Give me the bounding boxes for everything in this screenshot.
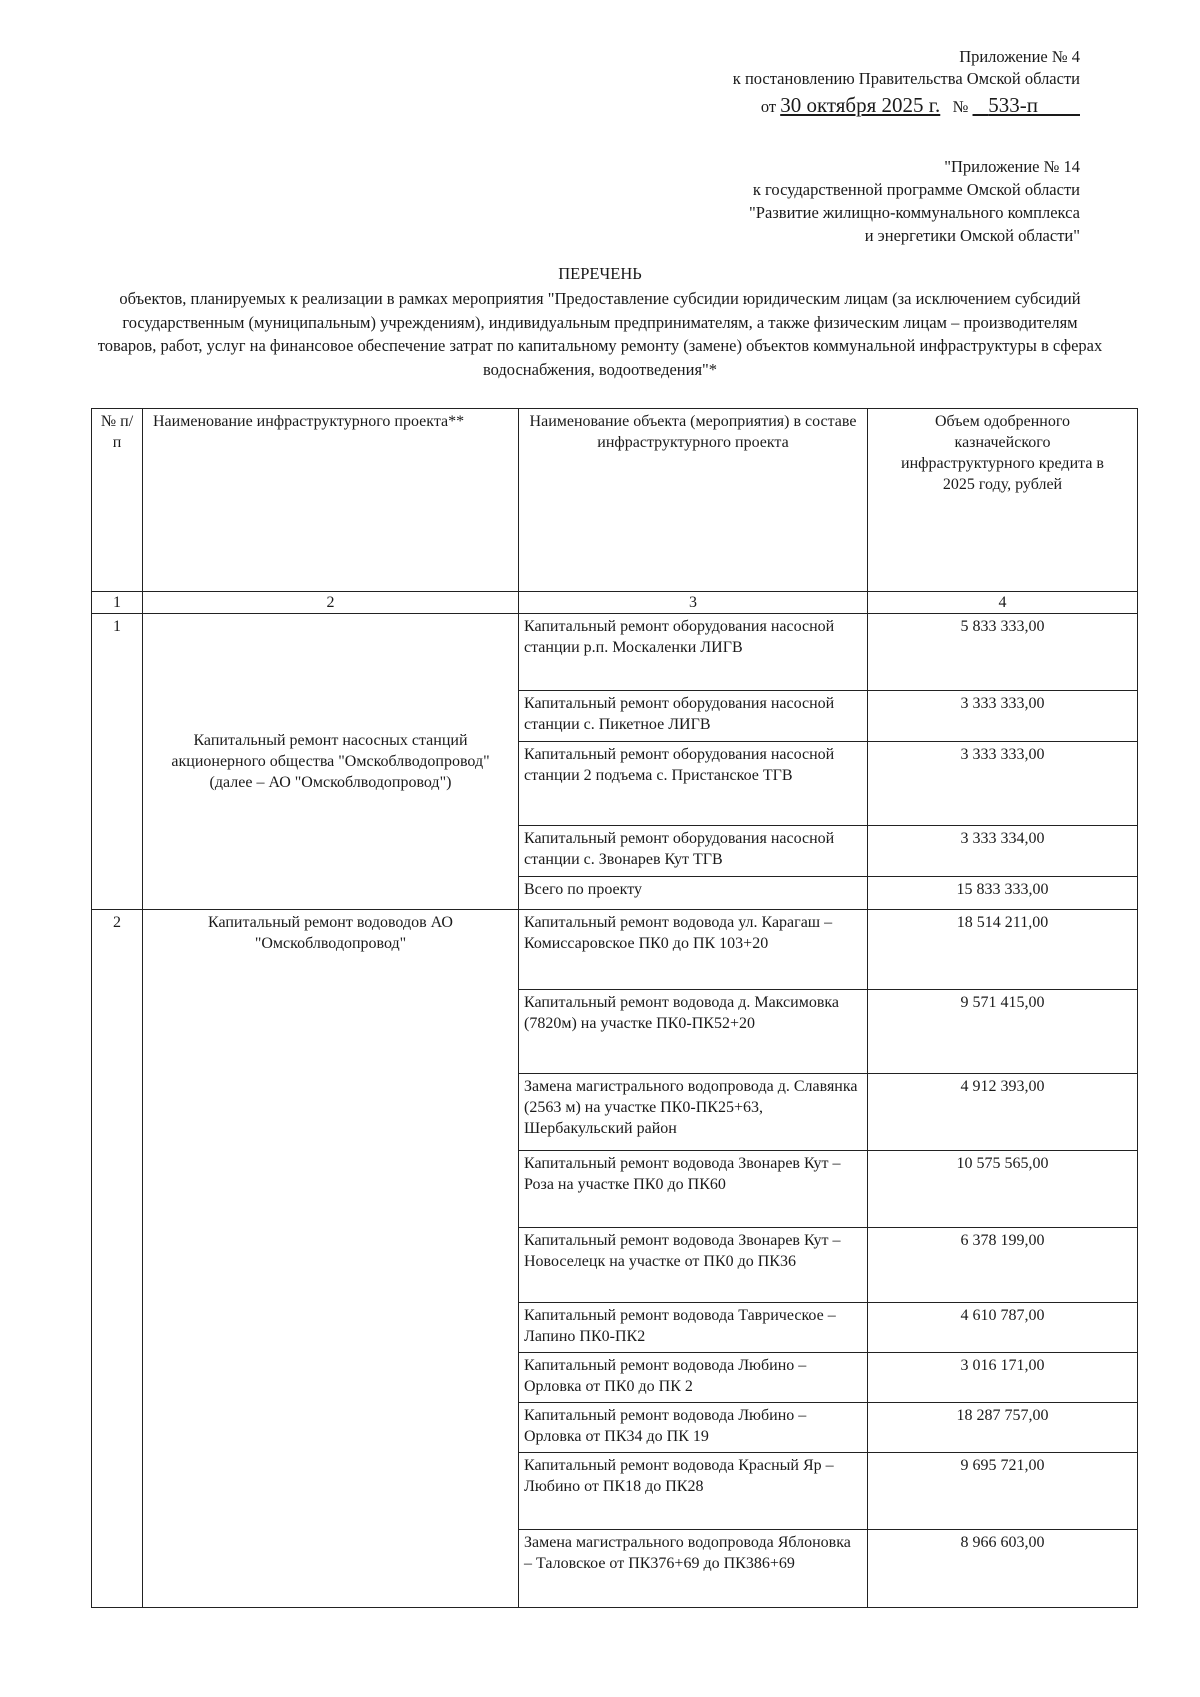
object-amount: 3 333 333,00 <box>868 691 1138 742</box>
resolution-date: 30 октября 2025 г. <box>780 92 941 117</box>
object-name: Капитальный ремонт водовода Красный Яр – Любино от ПК18 до ПК28 <box>519 1453 868 1530</box>
object-amount: 3 333 334,00 <box>868 826 1138 877</box>
resolution-number: 533-п <box>988 92 1038 117</box>
object-amount: 8 966 603,00 <box>868 1530 1138 1608</box>
program-line-1: "Приложение № 14 <box>944 157 1080 176</box>
header-project-name: Наименование инфраструктурного проекта** <box>143 409 519 592</box>
project-number: 2 <box>92 910 143 1608</box>
object-name: Капитальный ремонт водовода ул. Карагаш – Комиссаровское ПК0 до ПК 103+20 <box>519 910 868 990</box>
program-line-4: и энергетики Омской области" <box>864 226 1080 246</box>
resolution-date-line <box>733 91 1080 119</box>
object-amount: 4 912 393,00 <box>868 1074 1138 1151</box>
resolution-reference: к постановлению Правительства Омской области <box>732 69 1080 89</box>
objects-table <box>91 408 1138 1608</box>
header-number: № п/п <box>92 409 143 592</box>
program-header <box>749 155 1080 247</box>
object-name: Капитальный ремонт водовода Звонарев Кут – Роза на участке ПК0 до ПК60 <box>519 1151 868 1228</box>
object-amount: 3 016 171,00 <box>868 1353 1138 1403</box>
table-row <box>92 910 1138 990</box>
column-index: 1 <box>92 592 143 614</box>
column-index: 4 <box>868 592 1138 614</box>
table-header-row <box>92 409 1138 592</box>
object-name: Капитальный ремонт оборудования насосной станции с. Пикетное ЛИГВ <box>519 691 868 742</box>
table-row <box>92 614 1138 691</box>
object-name: Капитальный ремонт водовода Любино – Орловка от ПК34 до ПК 19 <box>519 1403 868 1453</box>
object-amount: 10 575 565,00 <box>868 1151 1138 1228</box>
object-amount: 9 571 415,00 <box>868 990 1138 1074</box>
project-name: Капитальный ремонт насосных станций акционерного общества "Омскоблводопровод" (далее – АО "Омскоблводопровод") <box>143 614 519 910</box>
project-name: Капитальный ремонт водоводов АО "Омскоблводопровод" <box>143 910 519 1608</box>
object-name: Замена магистрального водопровода Яблоновка – Таловское от ПК376+69 до ПК386+69 <box>519 1530 868 1608</box>
title-text: объектов, планируемых к реализации в рамках мероприятия "Предоставление субсидии юридическим лицам (за исключением субсидий государственным (муниципальным) учреждениям), индивидуальным предпринимателям, а также физическим лицам – производителям товаров, работ, услуг на финансовое обеспечение затрат по капитальному ремонту (замене) объектов коммунальной инфраструктуры в сферах водоснабжения, водоотведения"* <box>97 289 1103 379</box>
program-line-3: "Развитие жилищно-коммунального комплекса <box>749 203 1080 223</box>
appendix-number: Приложение № 4 <box>959 47 1080 66</box>
date-prefix: от <box>760 96 777 116</box>
column-index-row <box>92 592 1138 614</box>
object-amount: 6 378 199,00 <box>868 1228 1138 1303</box>
object-name: Капитальный ремонт водовода Таврическое – Лапино ПК0-ПК2 <box>519 1303 868 1353</box>
object-name: Капитальный ремонт водовода Звонарев Кут – Новоселецк на участке от ПК0 до ПК36 <box>519 1228 868 1303</box>
object-amount: 5 833 333,00 <box>868 614 1138 691</box>
object-amount: 18 287 757,00 <box>868 1403 1138 1453</box>
column-index: 3 <box>519 592 868 614</box>
number-prefix: № <box>952 96 969 116</box>
header-object-name: Наименование объекта (мероприятия) в составе инфраструктурного проекта <box>519 409 868 592</box>
object-amount: 3 333 333,00 <box>868 742 1138 826</box>
project-total: 15 833 333,00 <box>868 877 1138 910</box>
object-name: Капитальный ремонт оборудования насосной станции с. Звонарев Кут ТГВ <box>519 826 868 877</box>
appendix-header <box>733 46 1080 119</box>
object-name: Капитальный ремонт водовода Любино – Орловка от ПК0 до ПК 2 <box>519 1353 868 1403</box>
object-amount: 18 514 211,00 <box>868 910 1138 990</box>
object-amount: 9 695 721,00 <box>868 1453 1138 1530</box>
title-heading: ПЕРЕЧЕНЬ <box>558 264 642 283</box>
object-amount: 4 610 787,00 <box>868 1303 1138 1353</box>
column-index: 2 <box>143 592 519 614</box>
object-name: Замена магистрального водопровода д. Славянка (2563 м) на участке ПК0-ПК25+63, Шербакульский район <box>519 1074 868 1151</box>
project-total-label: Всего по проекту <box>519 877 868 910</box>
object-name: Капитальный ремонт водовода д. Максимовка (7820м) на участке ПК0-ПК52+20 <box>519 990 868 1074</box>
project-number: 1 <box>92 614 143 910</box>
program-line-2: к государственной программе Омской области <box>752 180 1080 200</box>
object-name: Капитальный ремонт оборудования насосной станции р.п. Москаленки ЛИГВ <box>519 614 868 691</box>
object-name: Капитальный ремонт оборудования насосной станции 2 подъема с. Пристанское ТГВ <box>519 742 868 826</box>
header-credit-amount: Объем одобренного казначейского инфраструктурного кредита в 2025 году, рублей <box>868 409 1138 592</box>
document-title <box>95 262 1105 381</box>
